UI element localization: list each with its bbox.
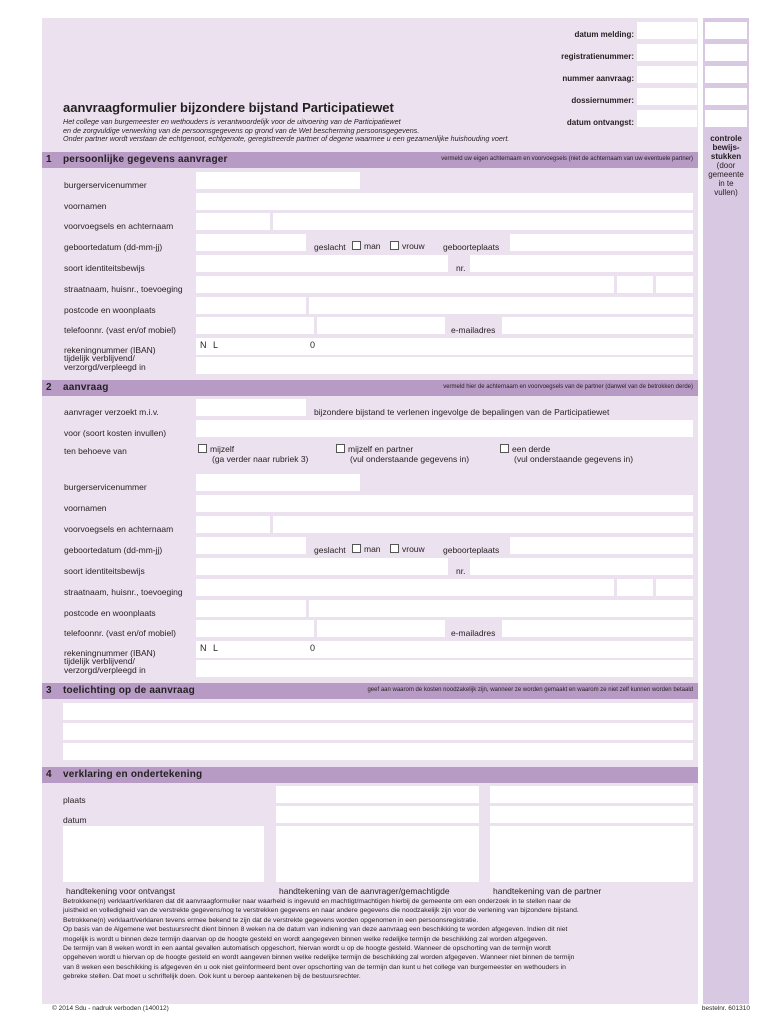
- label-iban: rekeningnummer (IBAN): [64, 345, 156, 355]
- disclaimer-line: De termijn van 8 weken wordt in een aantal gevallen automatisch opgeschort, hiervan wordt u op de hoogte gesteld. Wanneer de opschorting van de termijn wordt: [63, 945, 551, 953]
- woonplaats-field[interactable]: [309, 297, 693, 314]
- section-number: 3: [46, 685, 52, 696]
- controle-line: vullen): [714, 188, 738, 197]
- label-bsn: burgerservicenummer: [64, 180, 147, 190]
- controle-box-4[interactable]: [705, 88, 747, 105]
- controle-text: [703, 134, 749, 197]
- datum-ontvangst-field[interactable]: [637, 110, 697, 127]
- vrouw-option[interactable]: [390, 544, 425, 554]
- plaats-field-3[interactable]: [490, 786, 693, 803]
- datum-field-3[interactable]: [490, 806, 693, 823]
- option-derde[interactable]: [500, 444, 633, 464]
- huisnummer-field-2[interactable]: [617, 579, 653, 596]
- section-3-header: [42, 683, 698, 699]
- sig-label-partner: handtekening van de partner: [493, 886, 602, 896]
- controle-line: stukken: [710, 152, 742, 161]
- controle-line: in te: [718, 179, 734, 188]
- vrouw-option[interactable]: [390, 241, 425, 251]
- controle-box-1[interactable]: [705, 22, 747, 39]
- section-number: 4: [46, 769, 52, 780]
- section-title: verklaring en ondertekening: [63, 769, 203, 780]
- checkbox[interactable]: [198, 444, 207, 453]
- label-voornamen: voornamen: [64, 503, 107, 513]
- label-voor: voor (soort kosten invullen): [64, 428, 167, 438]
- bsn-field-2[interactable]: [196, 474, 360, 491]
- straatnaam-field-2[interactable]: [196, 579, 614, 596]
- label-tijdelijk: [64, 354, 146, 371]
- label-achternaam: voorvoegsels en achternaam: [64, 524, 174, 534]
- controle-line: (door: [716, 161, 736, 170]
- man-label: man: [364, 544, 381, 554]
- plaats-label: plaats: [63, 795, 86, 805]
- section-title: aanvraag: [63, 382, 109, 393]
- tijdelijk-line: verzorgd/verpleegd in: [64, 361, 146, 372]
- woonplaats-field-2[interactable]: [309, 600, 693, 617]
- man-option[interactable]: [352, 241, 381, 251]
- verblijfadres-field[interactable]: [196, 357, 693, 374]
- id-nummer-field-2[interactable]: [470, 558, 693, 575]
- disclaimer-line: opgeheven wordt u hiervan op de hoogte gesteld en wordt aangeven binnen welke redelijke termijn de beschikking zal worden afgegeven. Wanneer niet binnen de termijn: [63, 954, 575, 962]
- email-field-2[interactable]: [502, 620, 693, 637]
- intro-line: Onder partner wordt verstaan de echtgenoot, echtgenote, geregistreerde partner of degene waarmee u een gezamenlijke huishouding voert.: [63, 134, 510, 144]
- opt-label: een derde: [512, 444, 551, 454]
- section-number: 2: [46, 382, 52, 393]
- nr-label: nr.: [456, 263, 466, 273]
- bestelnummer: bestelnr. 601310: [701, 1005, 750, 1012]
- disclaimer-line: van 8 weken een beschikking is afgegeven én u ook niet geïnformeerd bent over opschorting van de termijn dan kunt u het college van burgemeester en wethouders in: [63, 963, 566, 971]
- bsn-field[interactable]: [196, 172, 360, 189]
- tijdelijk-line: tijdelijk verblijvend/: [64, 656, 135, 666]
- email-label: e-mailadres: [451, 628, 496, 638]
- label-telefoon: telefoonnr. (vast en/of mobiel): [64, 325, 176, 335]
- voornamen-field[interactable]: [196, 193, 693, 210]
- section-note: geef aan waarom de kosten noodzakelijk zijn, wanneer ze worden gemaakt en waarom ze niet zelf kunnen worden betaald: [367, 687, 693, 693]
- huisnummer-field[interactable]: [617, 276, 653, 293]
- label-achternaam: voorvoegsels en achternaam: [64, 221, 174, 231]
- opt-label: mijzelf en partner: [348, 444, 414, 454]
- sig-label-ontvangst: handtekening voor ontvangst: [66, 886, 176, 896]
- copyright: © 2014 Sdu - nadruk verboden (140012): [52, 1005, 169, 1012]
- option-mijzelf[interactable]: [198, 444, 308, 464]
- meta-label-datum-ontvangst: datum ontvangst:: [566, 118, 634, 127]
- voorvoegsels-field-2[interactable]: [196, 516, 270, 533]
- label-postcode: postcode en woonplaats: [64, 305, 156, 315]
- checkbox[interactable]: [390, 544, 399, 553]
- iban-field-2[interactable]: [196, 641, 693, 658]
- tijdelijk-line: verzorgd/verpleegd in: [64, 664, 146, 675]
- controle-line: controle: [710, 134, 742, 143]
- section-title: toelichting op de aanvraag: [63, 685, 195, 696]
- sig-label-aanvrager: handtekening van de aanvrager/gemachtigde: [279, 886, 450, 896]
- datum-field-2[interactable]: [276, 806, 479, 823]
- registratienummer-field[interactable]: [637, 44, 697, 61]
- controle-line: bewijs-: [712, 143, 740, 152]
- iban-zero: 0: [310, 340, 316, 350]
- meta-label-registratienummer: registratienummer:: [561, 52, 634, 61]
- disclaimer-line: Op basis van de Algemene wet bestuursrecht dient binnen 8 weken na de datum van indiening van deze aanvraag een beschikking te worden afgegeven. Indien dit niet: [63, 926, 568, 934]
- toelichting-line-2[interactable]: [63, 723, 693, 740]
- toelichting-line-1[interactable]: [63, 703, 693, 720]
- disclaimer-line: juistheid en volledigheid van de verstrekte gegevens/nog te verstrekken gegevens en naar andere gegevens die noodzakelijk zijn voor de verlening van bijzondere bijstand.: [63, 907, 579, 915]
- bijzondere-text: bijzondere bijstand te verlenen ingevolge de bepalingen van de Participatiewet: [314, 407, 610, 417]
- id-nummer-field[interactable]: [470, 255, 693, 272]
- label-behoeve: ten behoeve van: [64, 446, 127, 456]
- meta-label-datum-melding: datum melding:: [574, 30, 634, 39]
- disclaimer-line: Betrokkene(n) verklaart/verklaren tevens ermee bekend te zijn dat de verstrekte gegevens worden opgenomen in een persoonsregistratie.: [63, 916, 479, 924]
- controle-box-5[interactable]: [705, 110, 747, 127]
- toelichting-line-3[interactable]: [63, 743, 693, 760]
- meta-label-dossiernummer: dossiernummer:: [571, 96, 634, 105]
- telefoon-vast-field-2[interactable]: [196, 620, 314, 637]
- label-voornamen: voornamen: [64, 201, 107, 211]
- postcode-field-2[interactable]: [196, 600, 306, 617]
- label-identiteitsbewijs: soort identiteitsbewijs: [64, 566, 145, 576]
- disclaimer-text: [63, 897, 695, 982]
- telefoon-mobiel-field[interactable]: [317, 317, 445, 334]
- voorvoegsels-field[interactable]: [196, 213, 270, 230]
- iban-prefix: N L: [200, 340, 221, 350]
- vrouw-label: vrouw: [402, 241, 425, 251]
- geslacht-label: geslacht: [314, 242, 346, 252]
- soort-kosten-field[interactable]: [196, 420, 693, 437]
- geboortedatum-field-2[interactable]: [196, 537, 306, 554]
- controle-box-3[interactable]: [705, 66, 747, 83]
- dossiernummer-field[interactable]: [637, 88, 697, 105]
- label-bsn: burgerservicenummer: [64, 482, 147, 492]
- datum-melding-field[interactable]: [637, 22, 697, 39]
- disclaimer-line: Betrokkene(n) verklaart/verklaren dat dit aanvraagformulier naar waarheid is ingevuld en machtigt/machtigen hierbij de gemeente om een onderzoek in te stellen naar de: [63, 898, 571, 905]
- checkbox[interactable]: [352, 544, 361, 553]
- label-geboortedatum: geboortedatum (dd-mm-jj): [64, 242, 163, 252]
- label-geboortedatum: geboortedatum (dd-mm-jj): [64, 545, 163, 555]
- voornamen-field-2[interactable]: [196, 495, 693, 512]
- iban-field[interactable]: [196, 338, 693, 355]
- checkbox[interactable]: [390, 241, 399, 250]
- handtekening-aanvrager-box[interactable]: [276, 826, 479, 882]
- disclaimer-line: mogelijk is wordt u binnen deze termijn daarvan op de hoogte gesteld en wordt aangegeven binnen welke redelijke termijn de beschikking zal worden afgegeven.: [63, 935, 548, 943]
- intro-text: [63, 118, 509, 144]
- achternaam-field-2[interactable]: [273, 516, 693, 533]
- toevoeging-field-2[interactable]: [656, 579, 693, 596]
- nr-label: nr.: [456, 566, 466, 576]
- opt-label: mijzelf: [210, 444, 235, 454]
- email-field[interactable]: [502, 317, 693, 334]
- ingangsdatum-field[interactable]: [196, 399, 306, 416]
- label-tijdelijk: [64, 657, 146, 674]
- section-note: vermeld uw eigen achternaam en voorvoegsels (niet de achternaam van uw eventuele partner): [441, 156, 693, 162]
- checkbox[interactable]: [500, 444, 509, 453]
- achternaam-field[interactable]: [273, 213, 693, 230]
- email-label: e-mailadres: [451, 325, 496, 335]
- identiteitsbewijs-field-2[interactable]: [196, 558, 448, 575]
- label-straatnaam: straatnaam, huisnr., toevoeging: [64, 284, 183, 294]
- label-postcode: postcode en woonplaats: [64, 608, 156, 618]
- label-telefoon: telefoonnr. (vast en/of mobiel): [64, 628, 176, 638]
- vrouw-label: vrouw: [402, 544, 425, 554]
- checkbox[interactable]: [352, 241, 361, 250]
- nummer-aanvraag-field[interactable]: [637, 66, 697, 83]
- toevoeging-field[interactable]: [656, 276, 693, 293]
- opt-sub: (ga verder naar rubriek 3): [212, 454, 309, 464]
- option-mijzelf-partner[interactable]: [336, 444, 469, 464]
- geboorteplaats-label: geboorteplaats: [443, 242, 500, 252]
- handtekening-partner-box[interactable]: [490, 826, 693, 882]
- section-1-header: [42, 152, 698, 168]
- plaats-field-2[interactable]: [276, 786, 479, 803]
- geboortedatum-field[interactable]: [196, 234, 306, 251]
- geboorteplaats-field[interactable]: [510, 234, 693, 251]
- checkbox[interactable]: [336, 444, 345, 453]
- geslacht-label: geslacht: [314, 545, 346, 555]
- straatnaam-field[interactable]: [196, 276, 614, 293]
- intro-line: en de zorgvuldige verwerking van de persoonsgegevens op grond van de Wet bescherming persoonsgegevens.: [63, 125, 420, 135]
- geboorteplaats-label: geboorteplaats: [443, 545, 500, 555]
- controle-line: gemeente: [708, 170, 744, 179]
- iban-zero: 0: [310, 643, 316, 653]
- section-2-header: [42, 380, 698, 396]
- geboorteplaats-field-2[interactable]: [510, 537, 693, 554]
- opt-sub: (vul onderstaande gegevens in): [514, 454, 634, 464]
- disclaimer-line: gebreke stellen. Dat moet u schriftelijk doen. Ook kunt u beroep aantekenen bij de bestuursrechter.: [63, 973, 361, 981]
- telefoon-vast-field[interactable]: [196, 317, 314, 334]
- telefoon-mobiel-field-2[interactable]: [317, 620, 445, 637]
- postcode-field[interactable]: [196, 297, 306, 314]
- section-number: 1: [46, 154, 52, 165]
- opt-sub: (vul onderstaande gegevens in): [350, 454, 470, 464]
- controle-box-2[interactable]: [705, 44, 747, 61]
- label-verzoekt: aanvrager verzoekt m.i.v.: [64, 407, 159, 417]
- section-note: vermeld hier de achternaam en voorvoegsels van de partner (danwel van de betrokken derde): [443, 384, 693, 390]
- tijdelijk-line: tijdelijk verblijvend/: [64, 353, 135, 363]
- man-option[interactable]: [352, 544, 381, 554]
- man-label: man: [364, 241, 381, 251]
- iban-prefix: N L: [200, 643, 221, 653]
- section-4-header: [42, 767, 698, 783]
- label-identiteitsbewijs: soort identiteitsbewijs: [64, 263, 145, 273]
- form-title: aanvraagformulier bijzondere bijstand Participatiewet: [63, 100, 394, 115]
- verblijfadres-field-2[interactable]: [196, 660, 693, 677]
- section-title: persoonlijke gegevens aanvrager: [63, 154, 228, 165]
- identiteitsbewijs-field[interactable]: [196, 255, 448, 272]
- label-straatnaam: straatnaam, huisnr., toevoeging: [64, 587, 183, 597]
- datum-label: datum: [63, 815, 87, 825]
- handtekening-ontvangst-box[interactable]: [63, 826, 264, 882]
- label-iban: rekeningnummer (IBAN): [64, 648, 156, 658]
- intro-line: Het college van burgemeester en wethouders is verantwoordelijk voor de uitvoering van de Participatiewet: [63, 117, 401, 126]
- meta-label-nummer-aanvraag: nummer aanvraag:: [562, 74, 634, 83]
